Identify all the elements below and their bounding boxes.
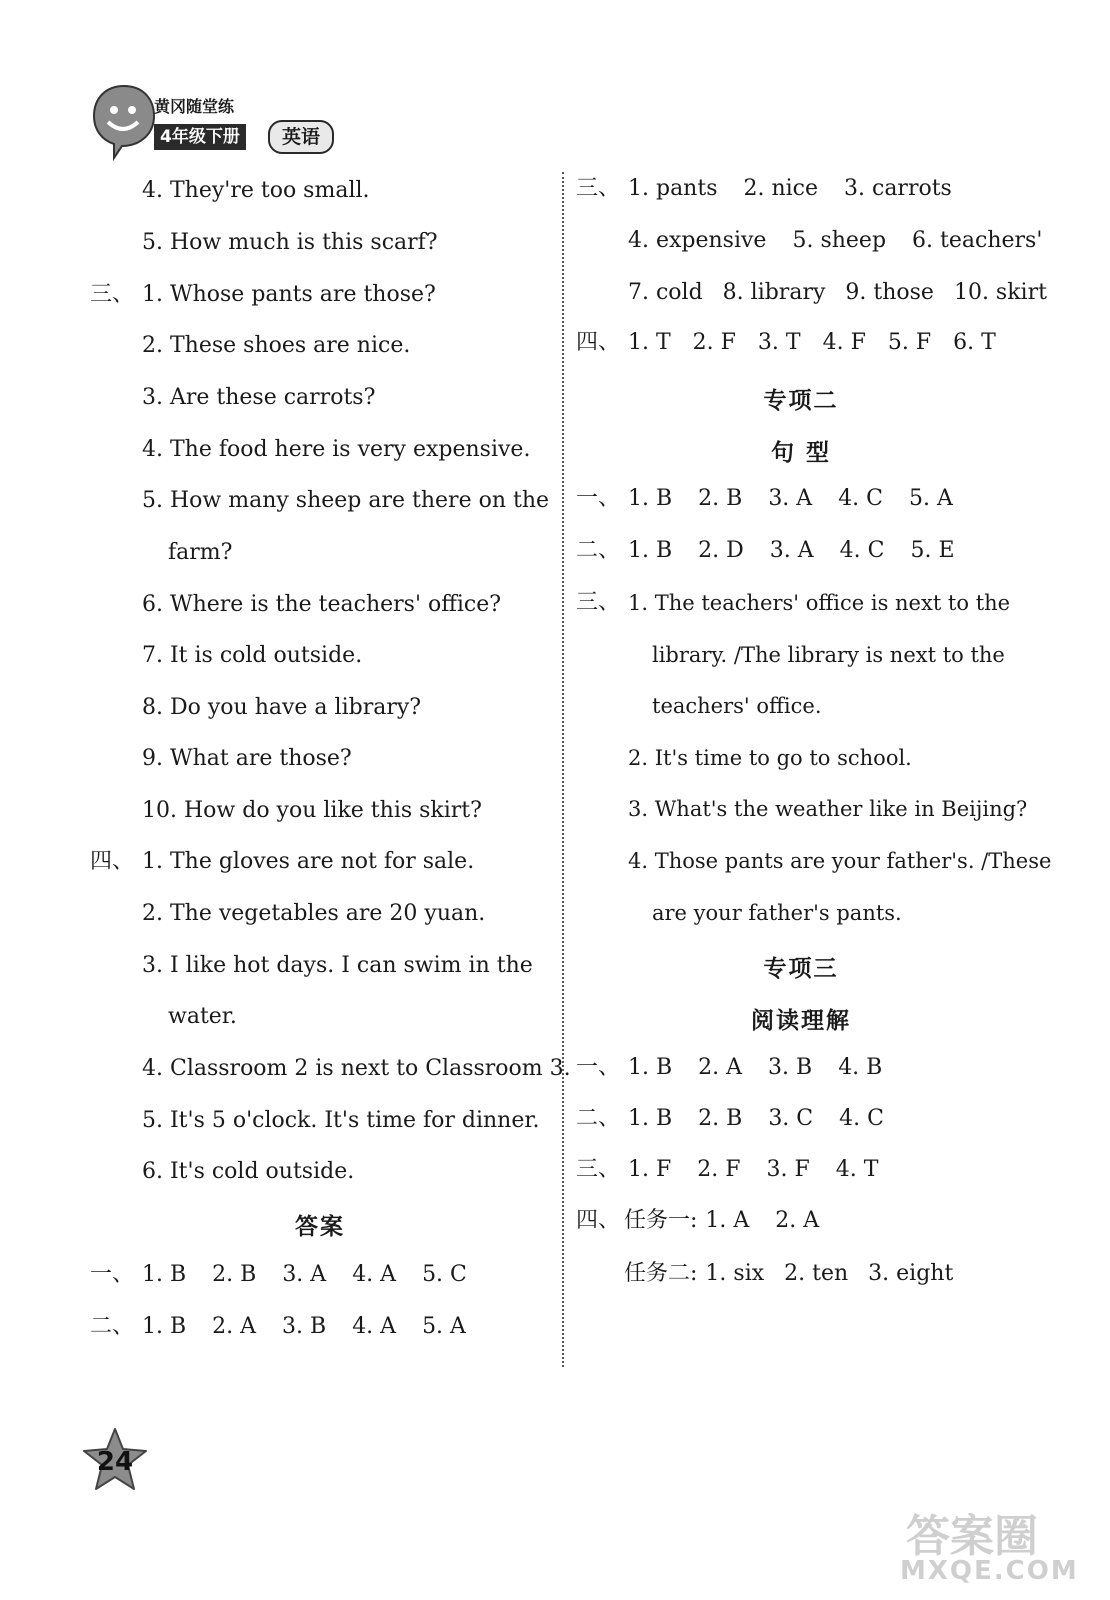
answer-item: 4. C [839, 1106, 884, 1131]
section-label: 四、 [576, 1208, 621, 1233]
subject-label: 英语 [268, 120, 334, 154]
answer-item: 8. library [722, 280, 826, 305]
answer-item: 2. B [698, 486, 743, 511]
answer-item: 3. A [769, 538, 814, 563]
answer-line: 5. How much is this scarf? [142, 230, 438, 255]
topic-subheading: 句 型 [770, 440, 831, 466]
smiley-logo-icon [92, 82, 156, 162]
answer-line: 5. It's 5 o'clock. It's time for dinner. [142, 1108, 540, 1133]
answer-line: teachers' office. [652, 694, 822, 718]
column-divider [562, 172, 564, 1367]
answer-item: 4. B [838, 1055, 883, 1080]
watermark [900, 1500, 1100, 1600]
answer-item: 3. C [768, 1106, 814, 1131]
answer-item: 1. B [142, 1314, 187, 1339]
answer-row [142, 1260, 493, 1290]
answer-item: 10. skirt [953, 280, 1047, 305]
answer-line: library. /The library is next to the [652, 643, 1005, 667]
answer-row [628, 1104, 910, 1134]
task-label: 任务二: [624, 1261, 698, 1286]
section-label: 二、 [576, 1106, 621, 1131]
answer-line: 7. It is cold outside. [142, 643, 363, 668]
answer-item: 2. F [697, 1157, 741, 1182]
answer-line: 4. Classroom 2 is next to Classroom 3. [142, 1056, 571, 1081]
answer-line: 8. Do you have a library? [142, 695, 422, 720]
answer-item: 1. B [628, 486, 673, 511]
answer-item: 5. F [887, 330, 932, 355]
answer-line: 2. These shoes are nice. [142, 333, 411, 358]
section-label: 一、 [576, 486, 621, 511]
answer-item: 3. B [768, 1055, 813, 1080]
answer-item: 4. C [838, 486, 884, 511]
answer-row [628, 1155, 904, 1185]
answer-line: 3. Are these carrots? [142, 385, 376, 410]
topic-heading: 专项三 [763, 956, 839, 982]
answer-line: are your father's pants. [652, 901, 902, 925]
answer-item: 7. cold [628, 280, 703, 305]
answer-item: 4. A [352, 1262, 397, 1287]
answer-item: 2. F [692, 330, 736, 355]
answer-item: 3. T [757, 330, 801, 355]
answer-item: 6. T [953, 330, 996, 355]
answer-item: 5. sheep [792, 228, 887, 253]
answer-line: 9. What are those? [142, 746, 352, 771]
answer-item: 4. expensive [628, 228, 767, 253]
answer-line: 2. It's time to go to school. [628, 746, 912, 770]
section-label: 三、 [90, 282, 135, 307]
answer-item: 3. F [766, 1157, 810, 1182]
section-label: 一、 [90, 1262, 135, 1287]
section-label: 四、 [90, 849, 135, 874]
answer-item: 5. A [909, 486, 953, 511]
section-label: 三、 [576, 590, 621, 615]
answer-item: 1. B [628, 1106, 673, 1131]
answer-line: 4. The food here is very expensive. [142, 437, 531, 462]
answer-line: 2. The vegetables are 20 yuan. [142, 901, 486, 926]
answer-item: 2. nice [743, 176, 819, 201]
answer-line: 5. How many sheep are there on the [142, 488, 550, 513]
answer-row [628, 174, 978, 204]
answer-item: 3. B [282, 1314, 327, 1339]
topic-subheading: 阅读理解 [751, 1008, 851, 1034]
section-label: 三、 [576, 176, 621, 201]
answer-line: 10. How do you like this skirt? [142, 798, 482, 823]
answer-item: 1. B [142, 1262, 187, 1287]
section-label: 四、 [576, 330, 621, 355]
answer-row [624, 1206, 845, 1236]
task-label: 任务一: [624, 1208, 698, 1233]
answer-item: 1. pants [628, 176, 718, 201]
answer-row [628, 484, 979, 514]
topic-heading: 专项二 [763, 388, 839, 414]
answer-item: 4. T [835, 1157, 879, 1182]
answer-line: farm? [168, 540, 233, 565]
answer-item: 2. A [698, 1055, 743, 1080]
answer-item: 3. A [768, 486, 813, 511]
answer-item: 5. C [422, 1262, 467, 1287]
answer-row [628, 226, 1068, 256]
answer-item: 4. F [822, 330, 866, 355]
answer-item: 2. B [698, 1106, 743, 1131]
watermark-url: MXQE.COM [900, 1556, 1079, 1586]
section-label: 二、 [576, 538, 621, 563]
answer-line: 6. It's cold outside. [142, 1159, 355, 1184]
answer-item: 3. eight [868, 1261, 954, 1286]
answer-line: 3. I like hot days. I can swim in the [142, 953, 533, 978]
section-label: 一、 [576, 1055, 621, 1080]
section-label: 三、 [576, 1157, 621, 1182]
book-series-title: 黄冈随堂练 [154, 97, 235, 116]
answer-line: 4. They're too small. [142, 178, 370, 203]
answer-item: 9. those [845, 280, 934, 305]
answer-item: 4. C [839, 538, 885, 563]
answer-item: 2. A [212, 1314, 257, 1339]
answer-item: 1. six [705, 1261, 765, 1286]
answer-line: 1. Whose pants are those? [142, 282, 436, 307]
grade-label: 4年级下册 [154, 124, 246, 150]
answer-row [628, 278, 1047, 308]
answer-line: 1. The gloves are not for sale. [142, 849, 475, 874]
answer-row [142, 1312, 492, 1342]
watermark-logo-text: 答案圈 [906, 1511, 1038, 1562]
answer-item: 1. T [628, 330, 671, 355]
answer-line: 4. Those pants are your father's. /These [628, 849, 1052, 873]
answer-item: 5. A [422, 1314, 466, 1339]
answer-line: 6. Where is the teachers' office? [142, 592, 502, 617]
answer-item: 1. A [705, 1208, 750, 1233]
answer-item: 2. D [698, 538, 744, 563]
answer-row [624, 1259, 953, 1289]
answer-item: 3. carrots [844, 176, 952, 201]
answer-item: 2. A [775, 1208, 820, 1233]
section-label: 二、 [90, 1314, 135, 1339]
answer-line: 3. What's the weather like in Beijing? [628, 797, 1028, 821]
page-number-badge [80, 1425, 150, 1495]
answer-item: 5. E [910, 538, 955, 563]
answer-item: 1. F [628, 1157, 672, 1182]
answer-item: 2. B [212, 1262, 257, 1287]
answer-item: 4. A [352, 1314, 397, 1339]
answer-item: 2. ten [784, 1261, 849, 1286]
answer-item: 1. B [628, 538, 673, 563]
answer-row [628, 1053, 908, 1083]
answer-item: 1. B [628, 1055, 673, 1080]
answer-line: water. [168, 1004, 237, 1029]
answer-item: 6. teachers' [912, 228, 1043, 253]
answer-row [628, 536, 981, 566]
answers-heading: 答案 [295, 1214, 345, 1240]
answer-line: 1. The teachers' office is next to the [628, 591, 1011, 615]
page-number: 24 [96, 1447, 134, 1477]
answer-item: 3. A [282, 1262, 327, 1287]
answer-row [628, 328, 996, 358]
